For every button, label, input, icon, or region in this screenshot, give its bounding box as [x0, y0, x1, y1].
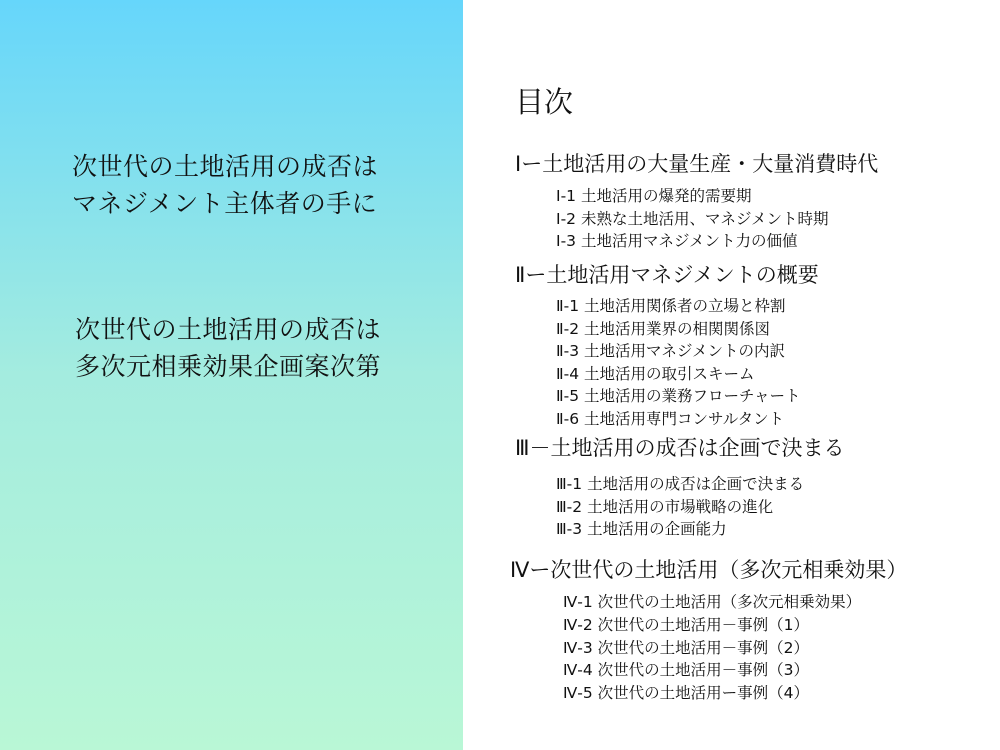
tagline-management-line-2: マネジメント主体者の手に: [72, 189, 378, 218]
list-item: Ⅰ-3 土地活用マネジメント力の価値: [556, 232, 798, 250]
list-item: Ⅳ-1 次世代の土地活用（多次元相乗効果）: [563, 593, 862, 611]
tagline-management: [72, 148, 378, 222]
list-item: Ⅱ-5 土地活用の業務フローチャート: [556, 387, 801, 405]
section-heading-4: Ⅳー次世代の土地活用（多次元相乗効果）: [510, 558, 908, 582]
list-item: Ⅳ-5 次世代の土地活用ー事例（4）: [563, 684, 810, 703]
list-item: Ⅱ-1 土地活用関係者の立場と枠割: [556, 297, 786, 315]
list-item: Ⅲ-3 土地活用の企画能力: [556, 520, 727, 538]
section-items-3: [556, 473, 804, 541]
tagline-planning-line-2: 多次元相乗効果企画案次第: [75, 352, 382, 381]
section-heading-3: Ⅲ－土地活用の成否は企画で決まる: [515, 436, 845, 460]
list-item: Ⅲ-1 土地活用の成否は企画で決まる: [556, 475, 805, 493]
section-heading-1: Ⅰー土地活用の大量生産・大量消費時代: [515, 152, 879, 176]
left-gradient-panel: [0, 0, 463, 750]
toc-title: 目次: [515, 85, 574, 119]
list-item: Ⅳ-4 次世代の土地活用－事例（3）: [563, 661, 810, 680]
list-item: Ⅲ-2 土地活用の市場戦略の進化: [556, 497, 774, 516]
section-heading-2: Ⅱー土地活用マネジメントの概要: [515, 263, 819, 287]
section-items-4: [563, 591, 861, 705]
list-item: Ⅱ-2 土地活用業界の相関関係図: [556, 319, 771, 338]
list-item: Ⅱ-6 土地活用専門コンサルタント: [556, 409, 785, 428]
tagline-planning-line-1: 次世代の土地活用の成否は: [75, 315, 382, 344]
section-items-1: [556, 185, 829, 253]
tagline-planning: [75, 311, 381, 385]
section-items-2: [556, 295, 801, 430]
list-item: Ⅰ-2 未熟な土地活用、マネジメント時期: [556, 209, 829, 228]
list-item: Ⅳ-2 次世代の土地活用－事例（1）: [563, 615, 810, 634]
list-item: Ⅰ-1 土地活用の爆発的需要期: [556, 187, 752, 205]
list-item: Ⅳ-3 次世代の土地活用－事例（2）: [563, 638, 810, 657]
list-item: Ⅱ-3 土地活用マネジメントの内訳: [556, 342, 786, 360]
list-item: Ⅱ-4 土地活用の取引スキーム: [556, 364, 755, 383]
tagline-management-line-1: 次世代の土地活用の成否は: [72, 152, 379, 181]
